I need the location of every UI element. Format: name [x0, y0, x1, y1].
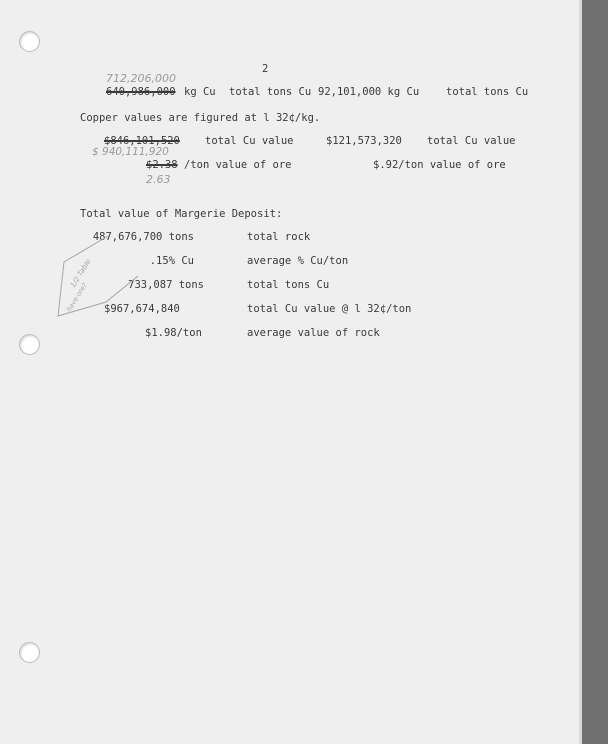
- deposit-row-label: total rock: [247, 231, 311, 243]
- handwritten-stamp-annotation: [52, 232, 142, 328]
- deposit-heading: Total value of Margerie Deposit:: [80, 208, 283, 220]
- binder-hole-bottom: [19, 642, 40, 663]
- deposit-row-label: total Cu value @ l 32¢/ton: [247, 303, 412, 315]
- copper-value-note: Copper values are figured at l 32¢/kg.: [80, 112, 321, 124]
- total-tons-label-b: total tons Cu: [446, 86, 529, 98]
- binder-hole-top: [19, 31, 40, 52]
- handwritten-total-value: $ 940,111,920: [92, 146, 169, 158]
- deposit-row-label: average % Cu/ton: [247, 255, 349, 267]
- kg-value-b: 92,101,000 kg Cu: [318, 86, 420, 98]
- stamp-text-line-2: have ore?: [64, 281, 89, 314]
- deposit-row-value: $1.98/ton: [145, 327, 202, 339]
- kg-unit-label: kg Cu: [184, 86, 216, 98]
- deposit-row-value: 733,087 tons: [128, 279, 204, 291]
- stamp-text-line-1: 1/2 Table: [68, 257, 93, 290]
- per-ton-suffix: /ton value of ore: [184, 159, 292, 171]
- page-number: 2: [262, 63, 269, 75]
- struck-per-ton-value: $2.38: [146, 159, 178, 171]
- deposit-row-value: 487,676,700 tons: [92, 231, 194, 243]
- handwritten-kg-correction: 712,206,000: [106, 72, 176, 85]
- total-cu-value-label-a: total Cu value: [205, 135, 294, 147]
- deposit-row-value: .15% Cu: [149, 255, 194, 267]
- deposit-row-label: average value of rock: [247, 327, 380, 339]
- deposit-row-label: total tons Cu: [247, 279, 330, 291]
- handwritten-per-ton: 2.63: [146, 173, 171, 186]
- total-cu-value-b: $121,573,320: [326, 135, 402, 147]
- deposit-row-value: $967,674,840: [104, 303, 180, 315]
- total-cu-value-label-b: total Cu value: [427, 135, 516, 147]
- struck-total-value: $846,101,520: [104, 135, 180, 147]
- struck-kg-value: 640,986,000: [106, 86, 176, 98]
- total-tons-label-a: total tons Cu: [229, 86, 312, 98]
- binder-hole-middle: [19, 334, 40, 355]
- per-ton-value-b: $.92/ton value of ore: [373, 159, 506, 171]
